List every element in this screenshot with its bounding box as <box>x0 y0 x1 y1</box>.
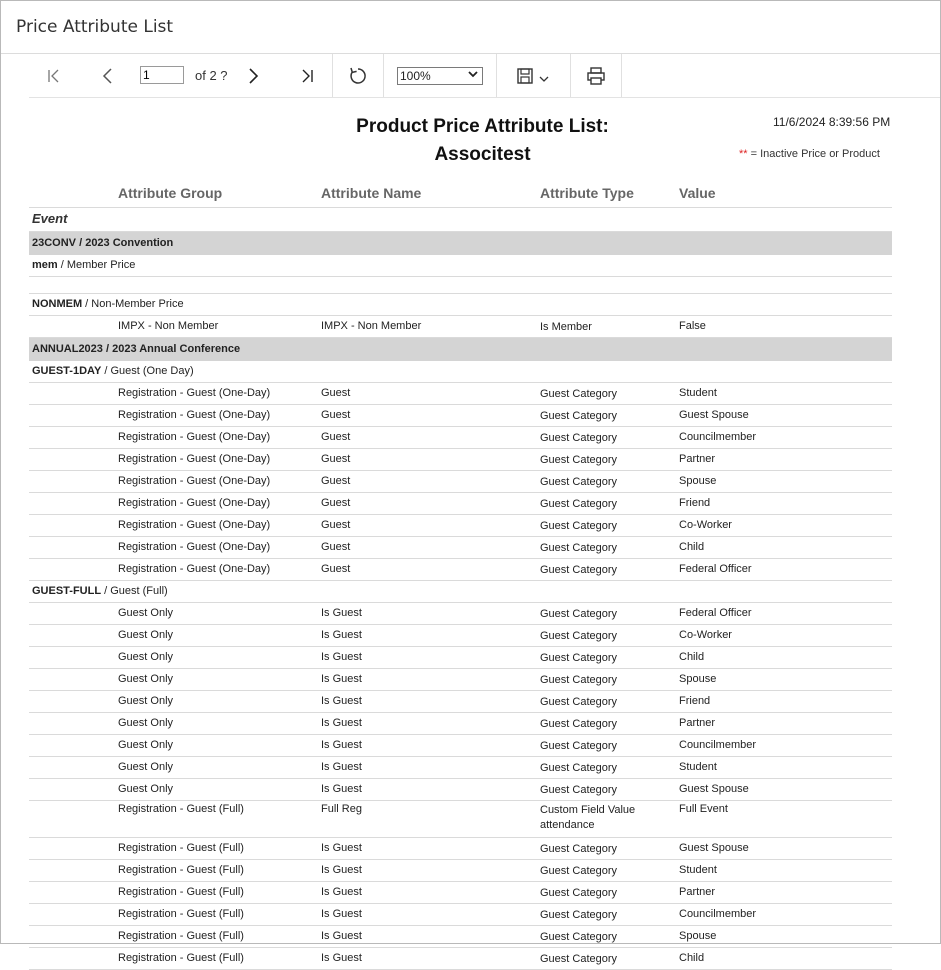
value-cell: Partner <box>679 886 716 898</box>
blank-row <box>29 277 892 294</box>
attribute-group-cell: Registration - Guest (Full) <box>118 930 244 942</box>
inactive-legend <box>739 148 880 160</box>
chevron-down-icon <box>538 73 550 85</box>
attribute-group-cell: Guest Only <box>118 717 174 729</box>
value-cell: Student <box>679 387 717 399</box>
print-button[interactable] <box>582 54 610 97</box>
inactive-marker: ** <box>739 148 748 160</box>
attribute-name-cell: Guest <box>321 453 351 465</box>
attribute-name-cell: Is Guest <box>321 673 362 685</box>
report-title: Product Price Attribute List: <box>356 116 609 137</box>
attribute-group-cell: Registration - Guest (Full) <box>118 908 244 920</box>
attribute-row <box>29 757 892 779</box>
attribute-type-cell: Guest Category <box>540 931 618 943</box>
code: GUEST-1DAY <box>32 365 102 377</box>
attribute-name-cell: Is Guest <box>321 886 362 898</box>
attribute-row <box>29 559 892 581</box>
attribute-group-cell: Guest Only <box>118 651 174 663</box>
attribute-name-cell: Is Guest <box>321 717 362 729</box>
attribute-group-cell: Guest Only <box>118 629 174 641</box>
col-header-attribute-name: Attribute Name <box>321 185 422 201</box>
next-page-button[interactable] <box>240 54 266 97</box>
value-cell: Councilmember <box>679 739 757 751</box>
attribute-type-cell: Guest Category <box>540 784 618 796</box>
attribute-type-cell: Custom Field Value attendance <box>540 804 636 831</box>
attribute-type-cell: Is Member <box>540 321 592 333</box>
value-cell: Friend <box>679 695 711 707</box>
attribute-name-cell: Guest <box>321 475 351 487</box>
event-row <box>29 208 892 232</box>
toolbar-divider <box>332 54 333 97</box>
value-cell: Student <box>679 761 717 773</box>
save-icon <box>516 67 534 85</box>
value-cell: Partner <box>679 453 716 465</box>
print-icon <box>586 66 606 86</box>
price-label <box>32 298 184 310</box>
attribute-type-cell: Guest Category <box>540 909 618 921</box>
attribute-name-cell: Guest <box>321 497 351 509</box>
attribute-type-cell: Guest Category <box>540 718 618 730</box>
attribute-group-cell: Registration - Guest (One-Day) <box>118 497 271 509</box>
attribute-row <box>29 471 892 493</box>
attribute-type-cell: Guest Category <box>540 865 618 877</box>
attribute-row <box>29 904 892 926</box>
attribute-group-cell: Guest Only <box>118 783 174 795</box>
attribute-name-cell: Guest <box>321 563 351 575</box>
value-cell: Spouse <box>679 475 717 487</box>
attribute-type-cell: Guest Category <box>540 498 618 510</box>
code: GUEST-FULL <box>32 585 102 597</box>
value-cell: Child <box>679 651 705 663</box>
attribute-type-cell: Guest Category <box>540 674 618 686</box>
attribute-group-cell: Registration - Guest (One-Day) <box>118 387 271 399</box>
attribute-row <box>29 735 892 757</box>
attribute-name-cell: Is Guest <box>321 607 362 619</box>
attribute-group-cell: Registration - Guest (Full) <box>118 886 244 898</box>
report-timestamp: 11/6/2024 8:39:56 PM <box>773 115 891 129</box>
attribute-type-cell: Guest Category <box>540 542 618 554</box>
attribute-type-cell: Guest Category <box>540 432 618 444</box>
attribute-group-cell: IMPX - Non Member <box>118 320 219 332</box>
attribute-name-cell: Is Guest <box>321 930 362 942</box>
attribute-type-cell: Guest Category <box>540 652 618 664</box>
attribute-name-cell: Full Reg <box>321 803 362 815</box>
last-page-icon <box>299 68 315 84</box>
attribute-type-cell: Guest Category <box>540 953 618 965</box>
attribute-type-cell: Guest Category <box>540 608 618 620</box>
attribute-type-cell: Guest Category <box>540 410 618 422</box>
attribute-group-cell: Registration - Guest (Full) <box>118 864 244 876</box>
attribute-row <box>29 779 892 801</box>
value-cell: False <box>679 320 706 332</box>
attribute-type-cell: Guest Category <box>540 630 618 642</box>
report-rows <box>29 208 892 970</box>
attribute-group-cell: Guest Only <box>118 673 174 685</box>
save-export-button[interactable] <box>511 54 555 97</box>
chevron-down-icon <box>468 69 478 85</box>
value-cell: Child <box>679 952 705 964</box>
attribute-row <box>29 493 892 515</box>
attribute-name-cell: Is Guest <box>321 739 362 751</box>
product-label <box>32 237 173 249</box>
attribute-row <box>29 449 892 471</box>
attribute-row <box>29 691 892 713</box>
value-cell: Student <box>679 864 717 876</box>
name: / Member Price <box>57 259 136 271</box>
inactive-legend-text: = Inactive Price or Product <box>750 148 880 160</box>
attribute-name-cell: Is Guest <box>321 783 362 795</box>
value-cell: Spouse <box>679 673 717 685</box>
name: / Guest (Full) <box>101 585 168 597</box>
value-cell: Federal Officer <box>679 563 752 575</box>
value-cell: Co-Worker <box>679 629 732 641</box>
last-page-button[interactable] <box>294 54 320 97</box>
attribute-name-cell: Is Guest <box>321 695 362 707</box>
price-row <box>29 581 892 603</box>
page-number-input[interactable] <box>140 66 184 84</box>
toolbar-divider <box>621 54 622 97</box>
attribute-name-cell: Is Guest <box>321 908 362 920</box>
attribute-name-cell: Guest <box>321 387 351 399</box>
col-header-attribute-type: Attribute Type <box>540 185 634 201</box>
code: ANNUAL2023 <box>32 343 103 355</box>
value-cell: Guest Spouse <box>679 783 749 795</box>
attribute-row <box>29 316 892 338</box>
attribute-group-cell: Registration - Guest (One-Day) <box>118 519 271 531</box>
name: / 2023 Convention <box>76 237 174 249</box>
attribute-group-cell: Registration - Guest (Full) <box>118 842 244 854</box>
col-header-attribute-group: Attribute Group <box>118 185 223 201</box>
attribute-group-cell: Registration - Guest (One-Day) <box>118 409 271 421</box>
value-cell: Councilmember <box>679 908 757 920</box>
attribute-row <box>29 515 892 537</box>
price-label <box>32 259 135 271</box>
attribute-group-cell: Registration - Guest (One-Day) <box>118 453 271 465</box>
price-row <box>29 361 892 383</box>
toolbar-divider <box>383 54 384 97</box>
col-header-value: Value <box>679 185 716 201</box>
attribute-type-cell: Guest Category <box>540 454 618 466</box>
report-subtitle: Associtest <box>434 144 531 165</box>
price-row <box>29 294 892 316</box>
window-title: Price Attribute List <box>16 17 174 37</box>
attribute-row <box>29 383 892 405</box>
attribute-type-cell: Guest Category <box>540 476 618 488</box>
attribute-name-cell: Is Guest <box>321 629 362 641</box>
value-cell: Guest Spouse <box>679 842 749 854</box>
prev-page-button[interactable] <box>95 54 121 97</box>
toolbar-divider <box>496 54 497 97</box>
attribute-row <box>29 625 892 647</box>
attribute-group-cell: Guest Only <box>118 695 174 707</box>
value-cell: Co-Worker <box>679 519 732 531</box>
value-cell: Friend <box>679 497 711 509</box>
value-cell: Child <box>679 541 705 553</box>
attribute-name-cell: Is Guest <box>321 864 362 876</box>
product-group-row <box>29 338 892 361</box>
price-label <box>32 365 194 377</box>
report-toolbar <box>29 54 940 98</box>
first-page-button[interactable] <box>41 54 67 97</box>
attribute-group-cell: Registration - Guest (One-Day) <box>118 431 271 443</box>
name: / 2023 Annual Conference <box>102 343 241 355</box>
attribute-type-cell: Guest Category <box>540 843 618 855</box>
product-group-row <box>29 232 892 255</box>
attribute-type-cell: Guest Category <box>540 388 618 400</box>
attribute-type-cell: Guest Category <box>540 887 618 899</box>
attribute-group-cell: Registration - Guest (Full) <box>118 952 244 964</box>
attribute-group-cell: Registration - Guest (One-Day) <box>118 475 271 487</box>
value-cell: Spouse <box>679 930 717 942</box>
attribute-row <box>29 713 892 735</box>
refresh-icon <box>348 66 368 86</box>
attribute-group-cell: Guest Only <box>118 761 174 773</box>
attribute-type-cell: Guest Category <box>540 740 618 752</box>
first-page-icon <box>46 68 62 84</box>
attribute-row <box>29 882 892 904</box>
toolbar-divider <box>570 54 571 97</box>
attribute-name-cell: Is Guest <box>321 651 362 663</box>
zoom-value: 100% <box>400 69 431 83</box>
name: / Guest (One Day) <box>101 365 194 377</box>
code: NONMEM <box>32 298 83 310</box>
attribute-name-cell: Guest <box>321 519 351 531</box>
value-cell: Guest Spouse <box>679 409 749 421</box>
attribute-type-cell: Guest Category <box>540 520 618 532</box>
attribute-row <box>29 860 892 882</box>
attribute-name-cell: Guest <box>321 431 351 443</box>
attribute-name-cell: Is Guest <box>321 761 362 773</box>
attribute-type-cell: Guest Category <box>540 564 618 576</box>
attribute-type-cell: Guest Category <box>540 696 618 708</box>
value-cell: Full Event <box>679 803 728 815</box>
attribute-row <box>29 537 892 559</box>
attribute-type-cell: Guest Category <box>540 762 618 774</box>
product-label <box>32 343 240 355</box>
attribute-row <box>29 926 892 948</box>
attribute-name-cell: Is Guest <box>321 952 362 964</box>
attribute-name-cell: IMPX - Non Member <box>321 320 422 332</box>
title-bar <box>1 1 940 54</box>
attribute-name-cell: Guest <box>321 409 351 421</box>
code: mem <box>32 259 58 271</box>
attribute-row <box>29 948 892 970</box>
attribute-group-cell: Guest Only <box>118 739 174 751</box>
price-row <box>29 255 892 277</box>
attribute-name-cell: Is Guest <box>321 842 362 854</box>
prev-page-icon <box>100 67 116 85</box>
attribute-name-cell: Guest <box>321 541 351 553</box>
attribute-row <box>29 405 892 427</box>
attribute-row <box>29 647 892 669</box>
refresh-button[interactable] <box>343 54 373 97</box>
attribute-group-cell: Registration - Guest (One-Day) <box>118 563 271 575</box>
attribute-row <box>29 603 892 625</box>
name: / Non-Member Price <box>82 298 184 310</box>
value-cell: Federal Officer <box>679 607 752 619</box>
attribute-row <box>29 838 892 860</box>
value-cell: Councilmember <box>679 431 757 443</box>
attribute-group-cell: Guest Only <box>118 607 174 619</box>
attribute-row <box>29 669 892 691</box>
value-cell: Partner <box>679 717 716 729</box>
attribute-group-cell: Registration - Guest (One-Day) <box>118 541 271 553</box>
page-count-label: of 2 ? <box>195 68 228 83</box>
price-label <box>32 585 168 597</box>
zoom-select[interactable] <box>397 67 483 85</box>
attribute-group-cell: Registration - Guest (Full) <box>118 803 244 815</box>
next-page-icon <box>245 67 261 85</box>
code: 23CONV <box>32 237 77 249</box>
attribute-row <box>29 427 892 449</box>
attribute-row <box>29 801 892 838</box>
event-label: Event <box>32 211 68 226</box>
